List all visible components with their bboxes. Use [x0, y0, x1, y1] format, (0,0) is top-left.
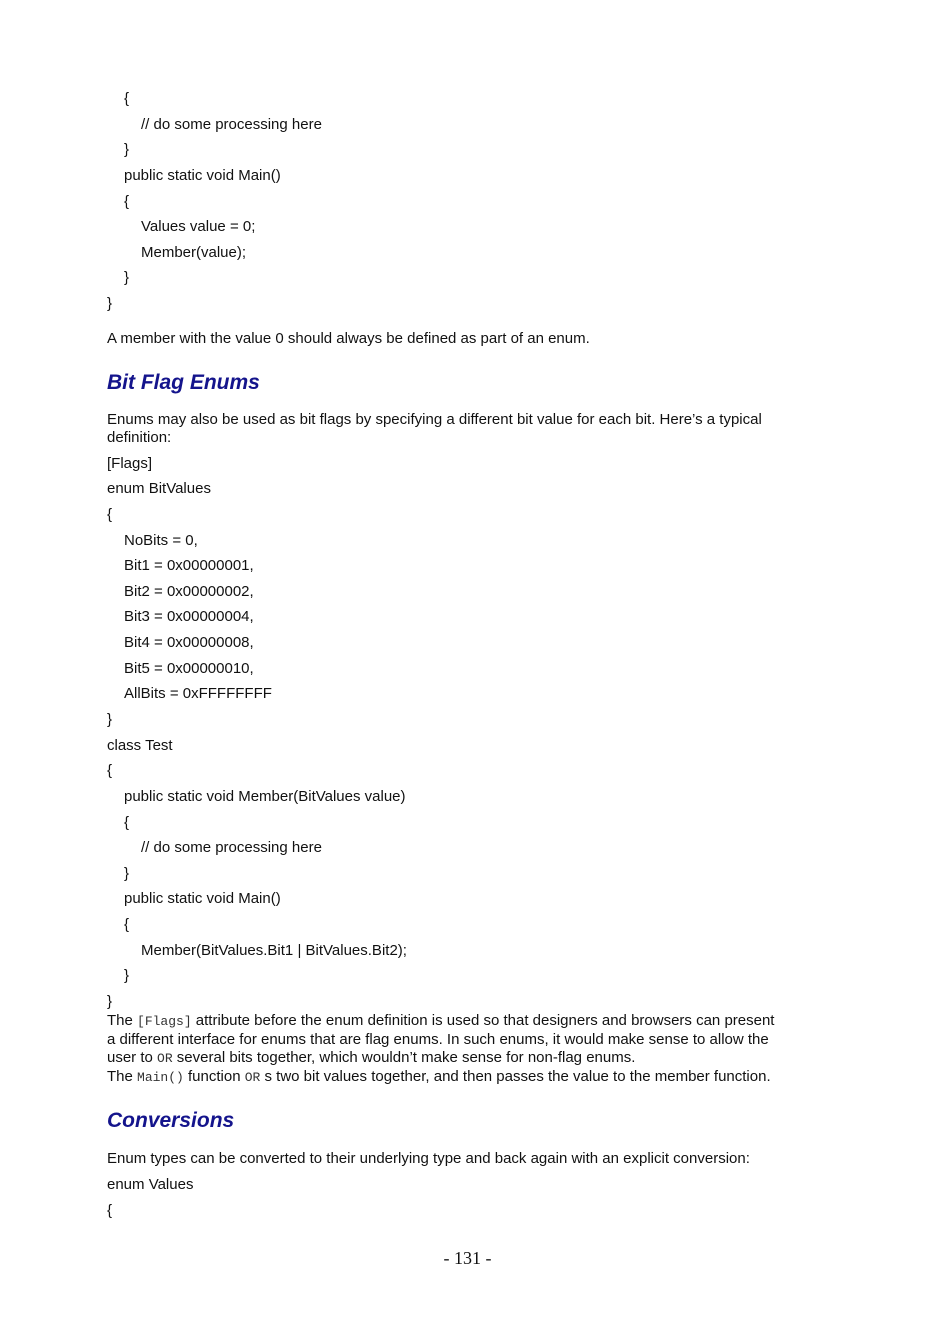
- code-line: {: [107, 506, 113, 523]
- code-line: }: [107, 295, 113, 312]
- code-line: Bit4 = 0x00000008,: [124, 634, 254, 651]
- code-line: AllBits = 0xFFFFFFFF: [124, 685, 272, 702]
- code-line: {: [124, 193, 130, 210]
- code-line: {: [124, 916, 130, 933]
- code-line: }: [107, 993, 113, 1010]
- code-line: Bit5 = 0x00000010,: [124, 660, 254, 677]
- code-line: Member(value);: [141, 244, 247, 261]
- body-paragraph: definition:: [107, 429, 172, 446]
- code-line: {: [124, 814, 130, 831]
- code-line: Member(BitValues.Bit1 | BitValues.Bit2);: [141, 942, 407, 959]
- code-line: {: [107, 1202, 113, 1219]
- code-line: // do some processing here: [141, 839, 322, 856]
- code-line: [Flags]: [107, 455, 153, 472]
- section-heading-bit-flag-enums: Bit Flag Enums: [107, 371, 260, 394]
- inline-code: Main(): [137, 1070, 184, 1085]
- code-line: }: [107, 711, 113, 728]
- code-line: }: [124, 269, 130, 286]
- inline-code: OR: [244, 1070, 261, 1085]
- code-line: {: [107, 762, 113, 779]
- code-line: Bit3 = 0x00000004,: [124, 608, 254, 625]
- code-line: Bit1 = 0x00000001,: [124, 557, 254, 574]
- code-line: }: [124, 141, 130, 158]
- inline-code: OR: [157, 1051, 173, 1066]
- code-line: Values value = 0;: [141, 218, 256, 235]
- code-line: public static void Main(): [124, 890, 281, 907]
- page-number: - 131 -: [443, 1248, 492, 1268]
- code-line: enum BitValues: [107, 480, 211, 497]
- code-line: }: [124, 967, 130, 984]
- body-paragraph: A member with the value 0 should always be defined as part of an enum.: [107, 330, 590, 347]
- code-line: {: [124, 90, 130, 107]
- code-line: public static void Main(): [124, 167, 281, 184]
- flags-explanation-paragraph: The [Flags] attribute before the enum definition is used so that designers and browsers can present a different interface for enums that are flag enums. In such enums, it would make sense to allow the user to OR several bits together, which wouldn’t make sense for non-flag enums. The Main() function OR s two bit values together, and then passes the value to the member function.: [107, 1012, 775, 1085]
- code-line: enum Values: [107, 1176, 194, 1193]
- code-line: Bit2 = 0x00000002,: [124, 583, 254, 600]
- section-heading-conversions: Conversions: [107, 1109, 235, 1132]
- code-line: // do some processing here: [141, 116, 322, 133]
- inline-code: [Flags]: [137, 1014, 192, 1029]
- code-line: public static void Member(BitValues value): [124, 788, 406, 805]
- code-line: NoBits = 0,: [124, 532, 198, 549]
- code-line: class Test: [107, 737, 173, 754]
- body-paragraph: Enums may also be used as bit flags by specifying a different bit value for each bit. Here’s a typical: [107, 411, 762, 428]
- body-paragraph: Enum types can be converted to their underlying type and back again with an explicit conversion:: [107, 1150, 750, 1167]
- code-line: }: [124, 865, 130, 882]
